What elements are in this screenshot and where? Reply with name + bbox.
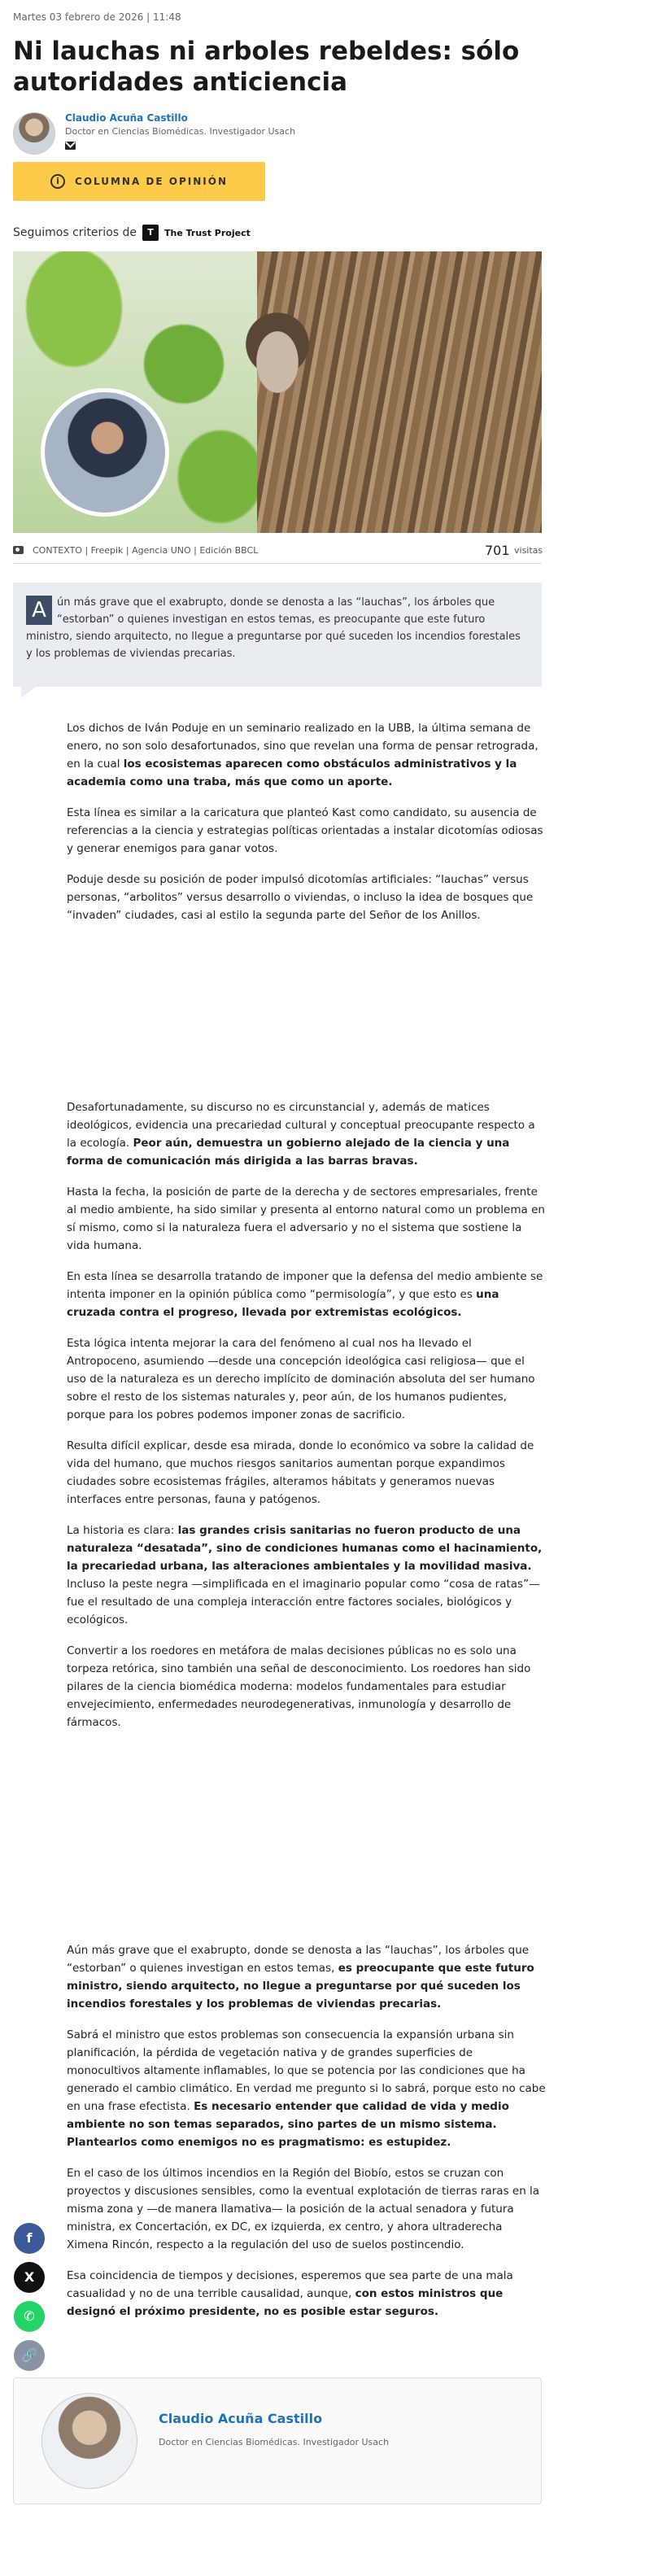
author-card-avatar[interactable] xyxy=(41,2393,137,2489)
opinion-badge-label: COLUMNA DE OPINIÓN xyxy=(75,176,228,187)
lead-text: ún más grave que el exabrupto, donde se denosta a las “lauchas”, los árboles que “estorban” o quienes investigan en estos temas, es preocupante que este futuro ministro, siendo arquitecto, no llegue a preguntarse por qué suceden los incendios forestales y los problemas de viviendas precarias. xyxy=(26,596,521,660)
author-card-name-link[interactable]: Claudio Acuña Castillo xyxy=(159,2411,323,2426)
hero-image xyxy=(13,251,542,533)
facebook-icon: f xyxy=(26,2230,33,2246)
copy-link-button[interactable] xyxy=(14,2340,45,2371)
paragraph xyxy=(67,1268,547,1321)
image-credit: CONTEXTO | Freepik | Agencia UNO | Edición BBCL xyxy=(33,545,259,556)
paragraph-text: Los dichos de Iván Poduje en un seminario realizado en la UBB, la última semana de enero, no son solo desafortunados, sino que revelan una forma de pensar retrograda, en la cual xyxy=(67,722,538,771)
publish-date: Martes 03 febrero de 2026 | 11:48 xyxy=(13,11,181,23)
paragraph xyxy=(67,2026,547,2151)
marten-animal-photo xyxy=(241,308,314,398)
opinion-column-badge[interactable] xyxy=(13,162,265,201)
paragraph-text: La historia es clara: xyxy=(67,1524,178,1537)
paragraph xyxy=(67,1098,547,1170)
trust-prefix: Seguimos criterios de xyxy=(13,226,137,239)
paragraph xyxy=(67,1437,547,1508)
author-role: Doctor en Ciencias Biomédicas. Investigador Usach xyxy=(65,126,296,137)
paragraph-text: Esta lógica intenta mejorar la cara del fenómeno al cual nos ha llevado el Antropoceno, asumiendo —desde una concepción ideológica casi religiosa— que el uso de la naturaleza es un derecho implícito de dominación absoluta del ser humano sobre el resto de los sistemas naturales y, peor aún, de los humanos pudientes, porque para los pobres podemos imponer zonas de sacrificio. xyxy=(67,1337,535,1421)
paragraph xyxy=(67,2164,547,2254)
visits-count: 701 xyxy=(485,543,510,558)
paragraph xyxy=(67,1334,547,1424)
paragraph-bold-text: con estos ministros que designó el próximo presidente, no es posible estar seguros. xyxy=(67,2287,504,2318)
author-card xyxy=(13,2377,542,2504)
paragraph-bold-text: es preocupante que este futuro ministro, siendo arquitecto, no llegue a preguntarse por qué suceden los incendios forestales y los problemas de viviendas precarias. xyxy=(67,1962,534,2011)
share-whatsapp-button[interactable] xyxy=(14,2301,45,2332)
trust-project-line xyxy=(13,225,251,241)
whatsapp-icon: ✆ xyxy=(24,2308,35,2324)
paragraph-text: En el caso de los últimos incendios en la Región del Biobío, estos se cruzan con proyectos y discusiones sensibles, como la eventual explotación de tierras raras en la misma zona y —de manera llamativa— la posición de la actual senadora y futura ministra, ex Concertación, ex DC, ex izquierda, ex centro, y ahora ultraderecha Ximena Rincón, respecto a la regulación del uso de suelos postincendio. xyxy=(67,2167,540,2251)
paragraph-text: Desafortunadamente, su discurso no es circunstancial y, además de matices ideológicos, evidencia una precariedad cultural y conceptual preocupante respecto a la ecología. xyxy=(67,1101,535,1150)
paragraph xyxy=(67,1941,547,2013)
paragraph-text: En esta línea se desarrolla tratando de imponer que la defensa del medio ambiente se intenta imponer en la opinión pública como “permisología”, y que esto es xyxy=(67,1270,543,1301)
paragraph xyxy=(67,804,547,858)
author-header xyxy=(13,112,420,155)
paragraph-text: Aún más grave que el exabrupto, donde se denosta a las “lauchas”, los árboles que “estorban” o quienes investigan en estos temas, xyxy=(67,1944,530,1975)
paragraph xyxy=(67,1642,547,1731)
paragraph xyxy=(67,719,547,791)
paragraph xyxy=(67,2267,547,2321)
paragraph xyxy=(67,1522,547,1629)
paragraph-text: Convertir a los roedores en metáfora de malas decisiones públicas no es solo una torpeza retórica, sino también una señal de desconocimiento. Los roedores han sido pilares de la ciencia biomédica moderna: modelos fundamentales para estudiar envejecimiento, enfermedades neurodegenerativas, inmunología y desarrollo de fármacos. xyxy=(67,1644,531,1729)
link-icon: 🔗 xyxy=(21,2347,37,2363)
paragraph-bold-text: Es necesario entender que calidad de vida y medio ambiente no son temas separados, sino partes de un mismo sistema. Plantearlos como enemigos no es pragmatismo: es estupidez. xyxy=(67,2100,509,2149)
author-card-role: Doctor en Ciencias Biomédicas. Investigador Usach xyxy=(159,2437,390,2447)
paragraph-text: Incluso la peste negra —simplificada en el imaginario popular como “cosa de ratas”— fue el resultado de una compleja interacción entre factores sociales, biológicos y ecológicos. xyxy=(67,1578,540,1626)
paragraph-bold-text: las grandes crisis sanitarias no fueron producto de una naturaleza “desatada”, sino de condiciones humanas como el hacinamiento, la precariedad urbana, las alteraciones ambientales y la movilidad masiva. xyxy=(67,1524,543,1573)
paragraph-text: Esa coincidencia de tiempos y decisiones, esperemos que sea parte de una mala casualidad y no de una terrible causalidad, aunque, xyxy=(67,2269,513,2300)
article-body-section-1 xyxy=(67,719,547,937)
paragraph-text: Resulta difícil explicar, desde esa mirada, donde lo económico va sobre la calidad de vida del humano, que muchos riesgos sanitarios aumentan porque expandimos ciudades sobre ecosistemas frágiles, alteramos hábitats y generamos nuevas interfaces entre personas, fauna y patógenos. xyxy=(67,1439,534,1506)
mail-icon[interactable] xyxy=(65,142,76,150)
paragraph-bold-text: los ecosistemas aparecen como obstáculos administrativos y la academia como una traba, más que como un aporte. xyxy=(67,758,517,788)
drop-cap: A xyxy=(26,596,52,625)
paragraph-text: Sabrá el ministro que estos problemas son consecuencia la expansión urbana sin planificación, la pérdida de vegetación nativa y de grandes superficies de monocultivos altamente inflamables, lo que se potencia por las condiciones que ha generado el cambio climático. En verdad me pregunto si lo sabrá, porque esto no cabe en una frase efectista. xyxy=(67,2028,546,2113)
paragraph-text: Poduje desde su posición de poder impulsó dicotomías artificiales: “lauchas” versus personas, “arbolitos” versus desarrollo o viviendas, o incluso la idea de bosques que “invaden” ciudades, casi al estilo la segunda parte del Señor de los Anillos. xyxy=(67,873,534,922)
author-name-link[interactable]: Claudio Acuña Castillo xyxy=(65,112,188,124)
paragraph-text: Esta línea es similar a la caricatura que planteó Kast como candidato, su ausencia de referencias a la ciencia y estrategias políticas orientadas a instalar dicotomías odiosas y generar enemigos para ganar votos. xyxy=(67,806,543,855)
share-x-button[interactable] xyxy=(14,2262,45,2293)
paragraph xyxy=(67,1183,547,1255)
visits-label: visitas xyxy=(514,545,543,556)
lead-quote xyxy=(13,583,542,687)
article-title: Ni lauchas ni arboles rebeldes: sólo autoridades anticiencia xyxy=(13,37,520,97)
info-icon: i xyxy=(50,174,65,189)
minister-portrait-photo xyxy=(41,388,169,517)
paragraph xyxy=(67,871,547,924)
camera-icon xyxy=(13,546,24,554)
image-credit-bar xyxy=(13,543,542,564)
article-body-section-3 xyxy=(67,1941,547,2334)
paragraph-bold-text: Peor aún, demuestra un gobierno alejado de la ciencia y una forma de comunicación más dirigida a las barras bravas. xyxy=(67,1137,510,1168)
x-icon: X xyxy=(24,2269,35,2285)
article-body-section-2 xyxy=(67,1098,547,1744)
paragraph-text: Hasta la fecha, la posición de parte de la derecha y de sectores empresariales, frente al medio ambiente, ha sido similar y presenta al entorno natural como un problema en sí mismo, como si la naturaleza fuera el adversario y no el sistema que sostiene la vida humana. xyxy=(67,1185,545,1252)
trust-project-name[interactable]: The Trust Project xyxy=(164,227,251,238)
trust-project-logo-icon[interactable]: T xyxy=(142,225,159,241)
author-avatar[interactable] xyxy=(13,112,55,155)
share-facebook-button[interactable] xyxy=(14,2223,45,2254)
paragraph-bold-text: una cruzada contra el progreso, llevada por extremistas ecológicos. xyxy=(67,1288,499,1319)
